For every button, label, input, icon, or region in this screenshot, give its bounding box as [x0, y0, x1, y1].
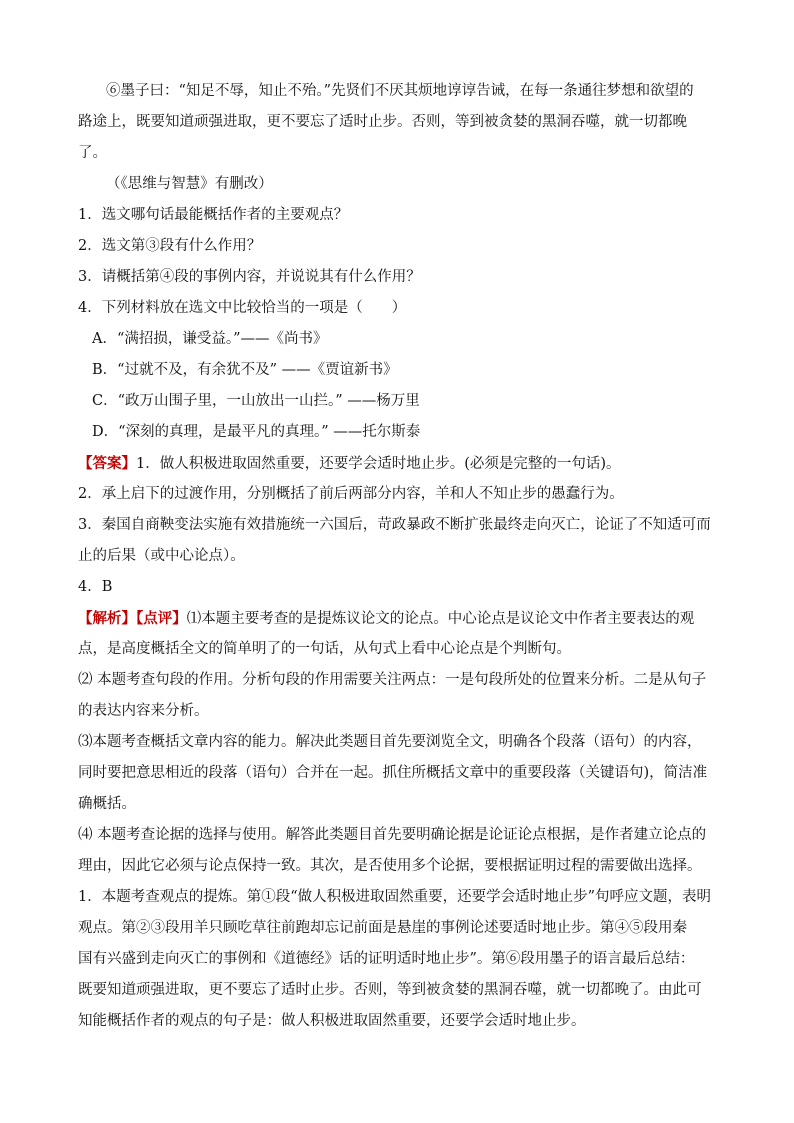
analysis-line-11: 观点。第②③段用羊只顾吃草往前跑却忘记前面是悬崖的事例论述要适时地止步。第④⑤段用秦: [78, 920, 687, 936]
option-b: B．“过就不及，有余犹不及” ——《贾谊新书》: [92, 362, 398, 378]
analysis-text-1: ⑴本题主要考查的是提炼议论文的论点。中心论点是议论文中作者主要表达的观: [186, 611, 695, 627]
analysis-line-10: 1．本题考查观点的提炼。第①段“做人积极进取固然重要，还要学会适时地止步”句呼应文题，表明: [78, 889, 712, 905]
analysis-line-9: 理由，因此它必须与论点保持一致。其次，是否使用多个论据，要根据证明过程的需要做出选择。: [78, 858, 702, 874]
analysis-line-6: 同时要把意思相近的段落（语句）合并在一起。抓住所概括文章中的重要段落（关键语句)，简洁准: [78, 765, 708, 781]
passage-paragraph-6-line-2: 路途上，既要知道顽强进取，更不要忘了适时止步。否则，等到被贪婪的黑洞吞噬，就一切都晚: [78, 114, 687, 130]
analysis-line-7: 确概括。: [78, 796, 136, 812]
question-4: 4．下列材料放在选文中比较恰当的一项是（ ）: [78, 300, 407, 316]
question-2: 2．选文第③段有什么作用？: [78, 238, 262, 254]
answer-1: 1．做人积极进取固然重要，还要学会适时地止步。(必须是完整的一句话)。: [136, 456, 621, 472]
question-1: 1．选文哪句话最能概括作者的主要观点？: [78, 207, 349, 223]
analysis-line-13: 既要知道顽强进取，更不要忘了适时止步。否则，等到被贪婪的黑洞吞噬，就一切都晚了。由此可: [78, 982, 702, 998]
analysis-tag: 【解析】【点评】: [78, 610, 187, 627]
answer-4: 4．B: [78, 579, 113, 595]
answer-2: 2．承上启下的过渡作用，分别概括了前后两部分内容，羊和人不知止步的愚蠢行为。: [78, 486, 624, 502]
analysis-line-5: ⑶本题考查概括文章内容的能力。解决此类题目首先要浏览全文，明确各个段落（语句）的内容，: [78, 734, 702, 750]
answer-3-line-1: 3．秦国自商鞅变法实施有效措施统一六国后，苛政暴政不断扩张最终走向灭亡，论证了不知适可而: [78, 517, 711, 533]
option-a: A．“满招损，谦受益。”——《尚书》: [92, 331, 328, 347]
question-3: 3．请概括第④段的事例内容，并说说其有什么作用？: [78, 269, 421, 285]
answer-line-1: [78, 448, 718, 479]
analysis-line-3: ⑵ 本题考查句段的作用。分析句段的作用需要关注两点：一是句段所处的位置来分析。二是从句子: [78, 672, 707, 688]
option-d: D．“深刻的真理，是最平凡的真理。” ——托尔斯泰: [92, 424, 421, 440]
answer-3-line-2: 止的后果（或中心论点）。: [78, 548, 245, 564]
analysis-line-14: 知能概括作者的观点的句子是：做人积极进取固然重要，还要学会适时地止步。: [78, 1013, 586, 1029]
passage-paragraph-6-line-3: 了。: [78, 145, 107, 161]
analysis-line-1: [78, 603, 718, 634]
passage-paragraph-6-line-1: ⑥墨子曰：“知足不辱，知止不殆。”先贤们不厌其烦地谆谆告诫，在每一条通往梦想和欲望的: [106, 83, 694, 99]
analysis-line-8: ⑷ 本题考查论据的选择与使用。解答此类题目首先要明确论据是论证论点根据，是作者建立论点的: [78, 827, 707, 843]
passage-source: （《思维与智慧》有删改）: [106, 176, 273, 192]
analysis-line-4: 的表达内容来分析。: [78, 703, 209, 719]
option-c: C．“政万山围子里，一山放出一山拦。” ——杨万里: [92, 393, 420, 409]
analysis-line-2: 点，是高度概括全文的简单明了的一句话，从句式上看中心论点是个判断句。: [78, 641, 571, 657]
document-page: [78, 76, 718, 1037]
analysis-line-12: 国有兴盛到走向灭亡的事例和《道德经》话的证明适时地止步”。第⑥段用墨子的语言最后总结：: [78, 951, 695, 967]
answer-tag: 【答案】: [78, 455, 136, 472]
